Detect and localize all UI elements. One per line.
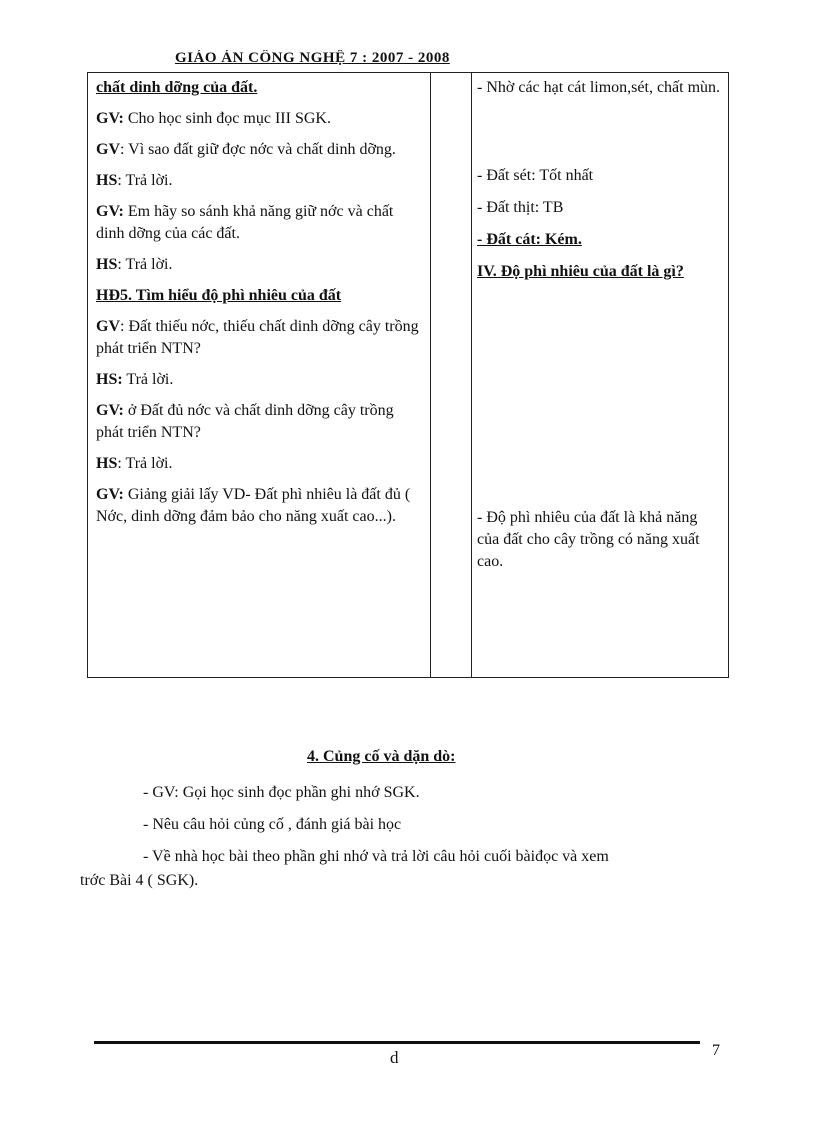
- left-paragraph: HS: Trả lời.: [96, 172, 173, 189]
- right-paragraph: - Nhờ các hạt cát limon,sét, chất mùn.: [477, 79, 721, 96]
- lesson-table: [87, 72, 729, 678]
- right-heading: IV. Độ phì nhiêu của đất là gì?: [477, 263, 684, 280]
- left-paragraph: GV: Vì sao đất giữ đợc nớc và chất dinh dỡng.: [96, 141, 396, 158]
- summary-line: - GV: Gọi học sinh đọc phần ghi nhớ SGK.: [143, 784, 420, 801]
- column-divider: [430, 73, 431, 677]
- left-paragraph: HS: Trả lời.: [96, 455, 173, 472]
- footer-rule: [94, 1041, 700, 1044]
- right-paragraph: - Đất thịt: TB: [477, 199, 564, 216]
- right-paragraph: - Độ phì nhiêu của đất là khả năng của đất cho cây trồng có năng xuất cao.: [477, 509, 700, 570]
- left-paragraph: GV: Giảng giải lấy VD- Đất phì nhiêu là đất đủ ( Nớc, dinh dỡng đảm bảo cho năng xuất cao...).: [96, 486, 411, 525]
- summary-line: trớc Bài 4 ( SGK).: [80, 872, 199, 889]
- left-heading: chất dinh dỡng của đất.: [96, 79, 258, 96]
- page-header-title: GIÁO ÁN CÔNG NGHỆ 7 : 2007 - 2008: [175, 50, 450, 66]
- right-paragraph: - Đất cát: Kém.: [477, 231, 582, 248]
- left-paragraph: HS: Trả lời.: [96, 256, 173, 273]
- left-paragraph: GV: Cho học sinh đọc mục III SGK.: [96, 110, 331, 127]
- left-paragraph: GV: ở Đất đủ nớc và chất dinh dỡng cây trồng phát triển NTN?: [96, 402, 394, 441]
- summary-line: - Về nhà học bài theo phần ghi nhớ và trả lời câu hỏi cuối bàiđọc và xem: [143, 848, 609, 865]
- page-number: 7: [712, 1042, 720, 1059]
- column-divider: [471, 73, 472, 677]
- left-paragraph: HS: Trả lời.: [96, 371, 174, 388]
- left-paragraph: GV: Đất thiếu nớc, thiếu chất dinh dỡng cây trồng phát triển NTN?: [96, 318, 419, 357]
- left-paragraph: GV: Em hãy so sánh khả năng giữ nớc và chất dinh dỡng của các đất.: [96, 203, 394, 242]
- left-heading: HĐ5. Tìm hiểu độ phì nhiêu của đất: [96, 287, 342, 304]
- summary-line: - Nêu câu hỏi củng cố , đánh giá bài học: [143, 816, 402, 833]
- teacher-activity-column: [96, 77, 421, 537]
- footer-mark: d: [390, 1048, 399, 1067]
- right-paragraph: - Đất sét: Tốt nhất: [477, 167, 594, 184]
- summary-title: 4. Củng cố và dặn dò:: [307, 748, 456, 765]
